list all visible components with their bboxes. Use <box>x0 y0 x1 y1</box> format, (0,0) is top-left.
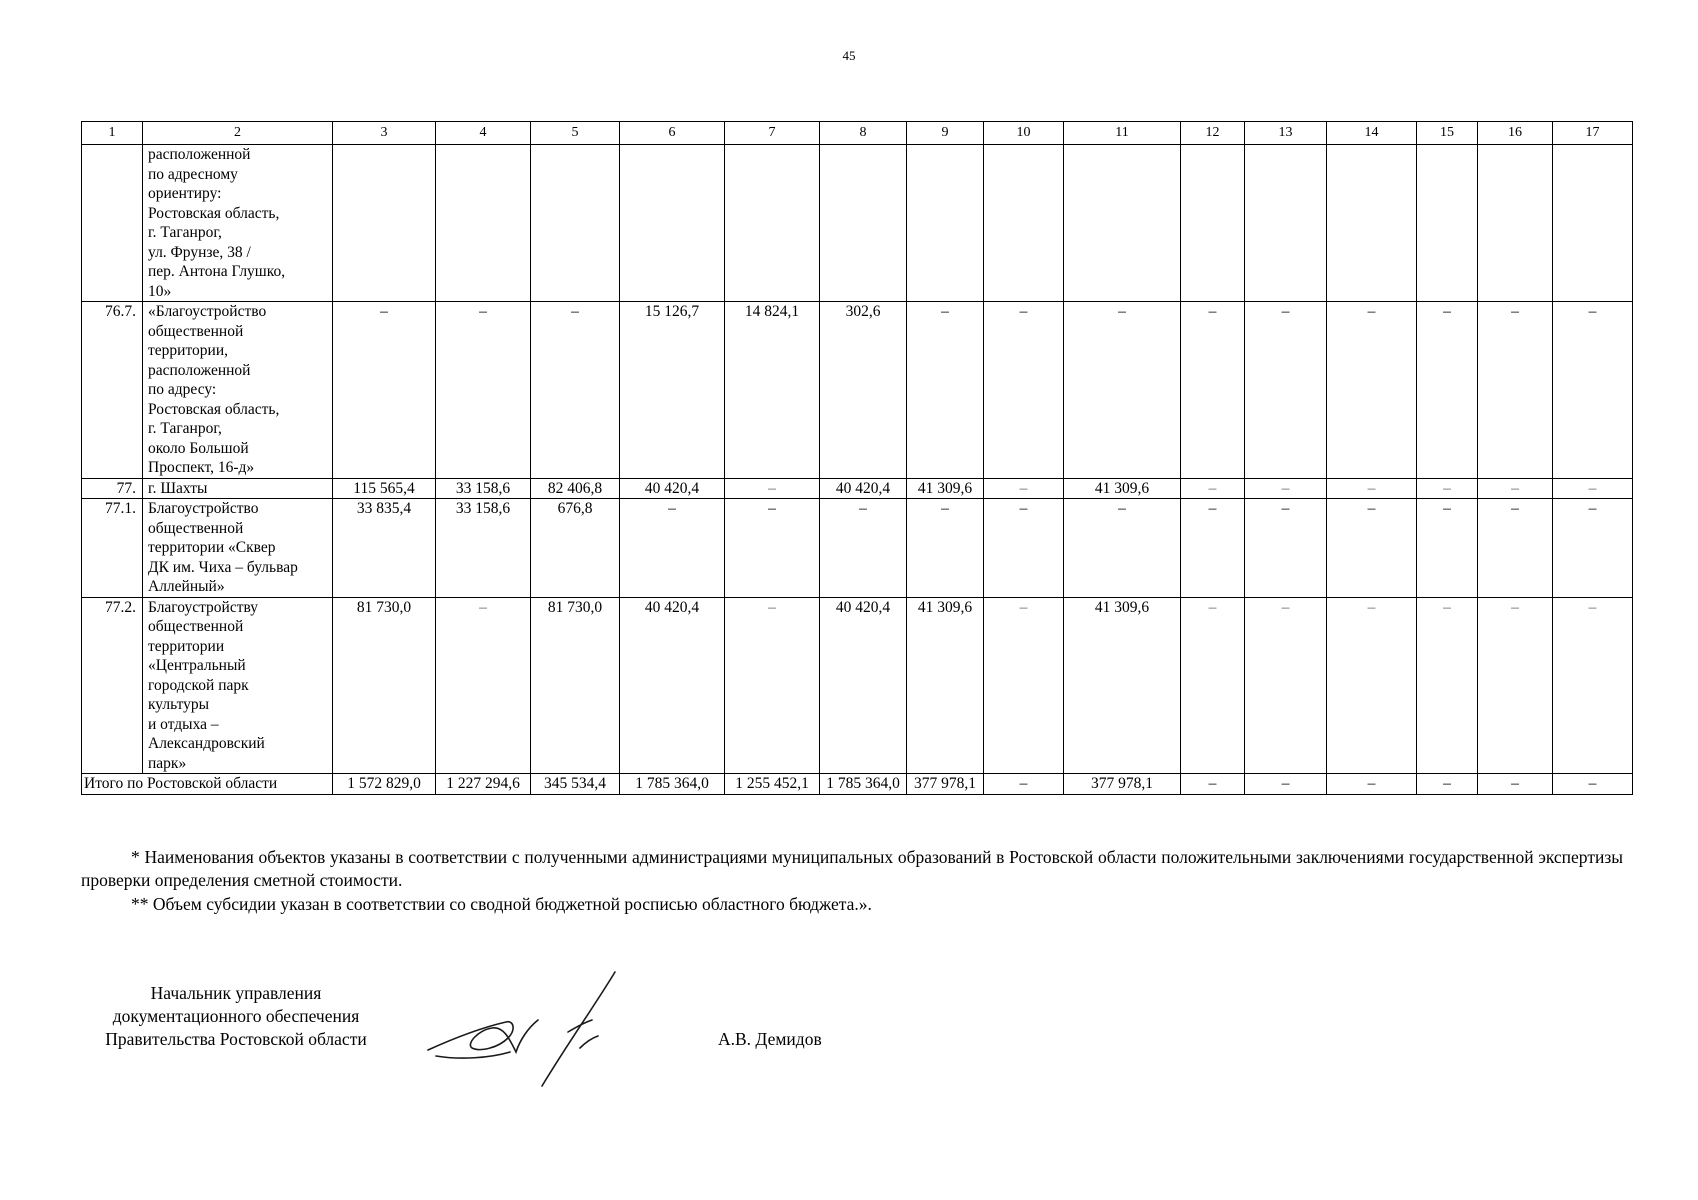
object-name-cell: Благоустройство общественной территории «Сквер ДК им. Чиха – бульвар Аллейный» <box>143 499 333 598</box>
value-cell <box>1064 145 1181 302</box>
value-cell: 40 420,4 <box>820 478 907 499</box>
row-index-cell: 76.7. <box>82 302 143 479</box>
object-name-cell: г. Шахты <box>143 478 333 499</box>
value-cell: – <box>725 478 820 499</box>
column-number-header: 1 <box>82 122 143 145</box>
value-cell: – <box>1327 499 1417 598</box>
value-cell: – <box>907 499 984 598</box>
column-number-header: 3 <box>333 122 436 145</box>
page-number: 45 <box>842 48 856 63</box>
value-cell: – <box>1417 597 1478 774</box>
value-cell: 33 835,4 <box>333 499 436 598</box>
signer-name: А.В. Демидов <box>718 1029 822 1049</box>
value-cell <box>1327 145 1417 302</box>
value-cell: – <box>1327 302 1417 479</box>
value-cell: – <box>1417 478 1478 499</box>
table-row <box>82 499 1633 598</box>
value-cell: – <box>1327 478 1417 499</box>
column-number-header: 13 <box>1245 122 1327 145</box>
value-cell: – <box>1553 499 1633 598</box>
table-row <box>82 597 1633 774</box>
value-cell <box>1553 145 1633 302</box>
value-cell: – <box>1064 499 1181 598</box>
value-cell: 41 309,6 <box>1064 597 1181 774</box>
table-header-row <box>82 122 1633 145</box>
value-cell: – <box>333 302 436 479</box>
value-cell <box>333 145 436 302</box>
footnote-2: ** Объем субсидии указан в соответствии со сводной бюджетной росписью областного бюджета.». <box>131 894 872 914</box>
total-value-cell: 1 572 829,0 <box>333 774 436 795</box>
footnote-1: * Наименования объектов указаны в соответствии с полученными администрациями муниципальных образований в Ростовской области положительными заключениями государственной экспертизы проверки определения сметной стоимости. <box>81 847 1623 890</box>
value-cell: 676,8 <box>531 499 620 598</box>
value-cell: 33 158,6 <box>436 499 531 598</box>
column-number-header: 4 <box>436 122 531 145</box>
column-number-header: 6 <box>620 122 725 145</box>
total-value-cell: – <box>1478 774 1553 795</box>
value-cell: – <box>725 499 820 598</box>
column-number-header: 12 <box>1181 122 1245 145</box>
value-cell <box>984 145 1064 302</box>
value-cell: 40 420,4 <box>620 478 725 499</box>
value-cell: – <box>1553 302 1633 479</box>
total-value-cell: 1 227 294,6 <box>436 774 531 795</box>
subsidy-table <box>81 121 1633 795</box>
handwritten-signature <box>420 970 630 1095</box>
column-number-header: 17 <box>1553 122 1633 145</box>
value-cell: – <box>1478 302 1553 479</box>
value-cell: 302,6 <box>820 302 907 479</box>
column-number-header: 16 <box>1478 122 1553 145</box>
value-cell: 81 730,0 <box>333 597 436 774</box>
value-cell <box>436 145 531 302</box>
value-cell: – <box>1417 499 1478 598</box>
value-cell: – <box>1181 499 1245 598</box>
value-cell: – <box>620 499 725 598</box>
value-cell: 14 824,1 <box>725 302 820 479</box>
row-index-cell <box>82 145 143 302</box>
value-cell: – <box>1064 302 1181 479</box>
value-cell: 40 420,4 <box>820 597 907 774</box>
value-cell: – <box>984 478 1064 499</box>
total-value-cell: – <box>1327 774 1417 795</box>
value-cell: – <box>1245 478 1327 499</box>
value-cell: – <box>820 499 907 598</box>
total-value-cell: 1 785 364,0 <box>820 774 907 795</box>
value-cell: – <box>725 597 820 774</box>
value-cell <box>1181 145 1245 302</box>
table-row <box>82 145 1633 302</box>
total-value-cell: 377 978,1 <box>1064 774 1181 795</box>
value-cell: – <box>1181 302 1245 479</box>
value-cell <box>725 145 820 302</box>
value-cell: – <box>531 302 620 479</box>
column-number-header: 14 <box>1327 122 1417 145</box>
value-cell: – <box>1478 499 1553 598</box>
total-value-cell: – <box>984 774 1064 795</box>
value-cell: 82 406,8 <box>531 478 620 499</box>
value-cell: – <box>1181 597 1245 774</box>
value-cell: – <box>984 597 1064 774</box>
value-cell: – <box>1553 478 1633 499</box>
table-row <box>82 302 1633 479</box>
value-cell: – <box>1478 597 1553 774</box>
total-value-cell: – <box>1181 774 1245 795</box>
value-cell: 81 730,0 <box>531 597 620 774</box>
value-cell: – <box>1181 478 1245 499</box>
value-cell: 41 309,6 <box>907 597 984 774</box>
value-cell: – <box>436 302 531 479</box>
column-number-header: 7 <box>725 122 820 145</box>
row-index-cell: 77.1. <box>82 499 143 598</box>
value-cell <box>820 145 907 302</box>
value-cell <box>907 145 984 302</box>
row-index-cell: 77. <box>82 478 143 499</box>
value-cell: 33 158,6 <box>436 478 531 499</box>
value-cell: – <box>984 499 1064 598</box>
value-cell <box>620 145 725 302</box>
total-label: Итого по Ростовской области <box>82 774 333 795</box>
value-cell: – <box>1245 302 1327 479</box>
value-cell: – <box>1327 597 1417 774</box>
value-cell: 15 126,7 <box>620 302 725 479</box>
signatory-title: Начальник управления документационного обеспечения Правительства Ростовской области <box>105 983 367 1049</box>
value-cell: – <box>1478 478 1553 499</box>
value-cell: – <box>1245 499 1327 598</box>
row-index-cell: 77.2. <box>82 597 143 774</box>
value-cell: – <box>1553 597 1633 774</box>
column-number-header: 2 <box>143 122 333 145</box>
table-row <box>82 478 1633 499</box>
total-value-cell: – <box>1245 774 1327 795</box>
total-value-cell: 1 255 452,1 <box>725 774 820 795</box>
column-number-header: 9 <box>907 122 984 145</box>
value-cell <box>1245 145 1327 302</box>
object-name-cell: расположенной по адресному ориентиру: Ростовская область, г. Таганрог, ул. Фрунзе, 38 / пер. Антона Глушко, 10» <box>143 145 333 302</box>
value-cell <box>531 145 620 302</box>
value-cell: – <box>436 597 531 774</box>
value-cell: 115 565,4 <box>333 478 436 499</box>
value-cell: – <box>984 302 1064 479</box>
value-cell: – <box>1245 597 1327 774</box>
object-name-cell: Благоустройству общественной территории «Центральный городской парк культуры и отдыха – Александровский парк» <box>143 597 333 774</box>
value-cell <box>1417 145 1478 302</box>
total-value-cell: 345 534,4 <box>531 774 620 795</box>
total-row <box>82 774 1633 795</box>
value-cell: – <box>1417 302 1478 479</box>
column-number-header: 15 <box>1417 122 1478 145</box>
value-cell: – <box>907 302 984 479</box>
column-number-header: 5 <box>531 122 620 145</box>
value-cell: 40 420,4 <box>620 597 725 774</box>
total-value-cell: – <box>1553 774 1633 795</box>
column-number-header: 8 <box>820 122 907 145</box>
value-cell <box>1478 145 1553 302</box>
value-cell: 41 309,6 <box>1064 478 1181 499</box>
total-value-cell: – <box>1417 774 1478 795</box>
column-number-header: 11 <box>1064 122 1181 145</box>
total-value-cell: 377 978,1 <box>907 774 984 795</box>
column-number-header: 10 <box>984 122 1064 145</box>
value-cell: 41 309,6 <box>907 478 984 499</box>
total-value-cell: 1 785 364,0 <box>620 774 725 795</box>
object-name-cell: «Благоустройство общественной территории, расположенной по адресу: Ростовская область, г. Таганрог, около Большой Проспект, 16-д» <box>143 302 333 479</box>
